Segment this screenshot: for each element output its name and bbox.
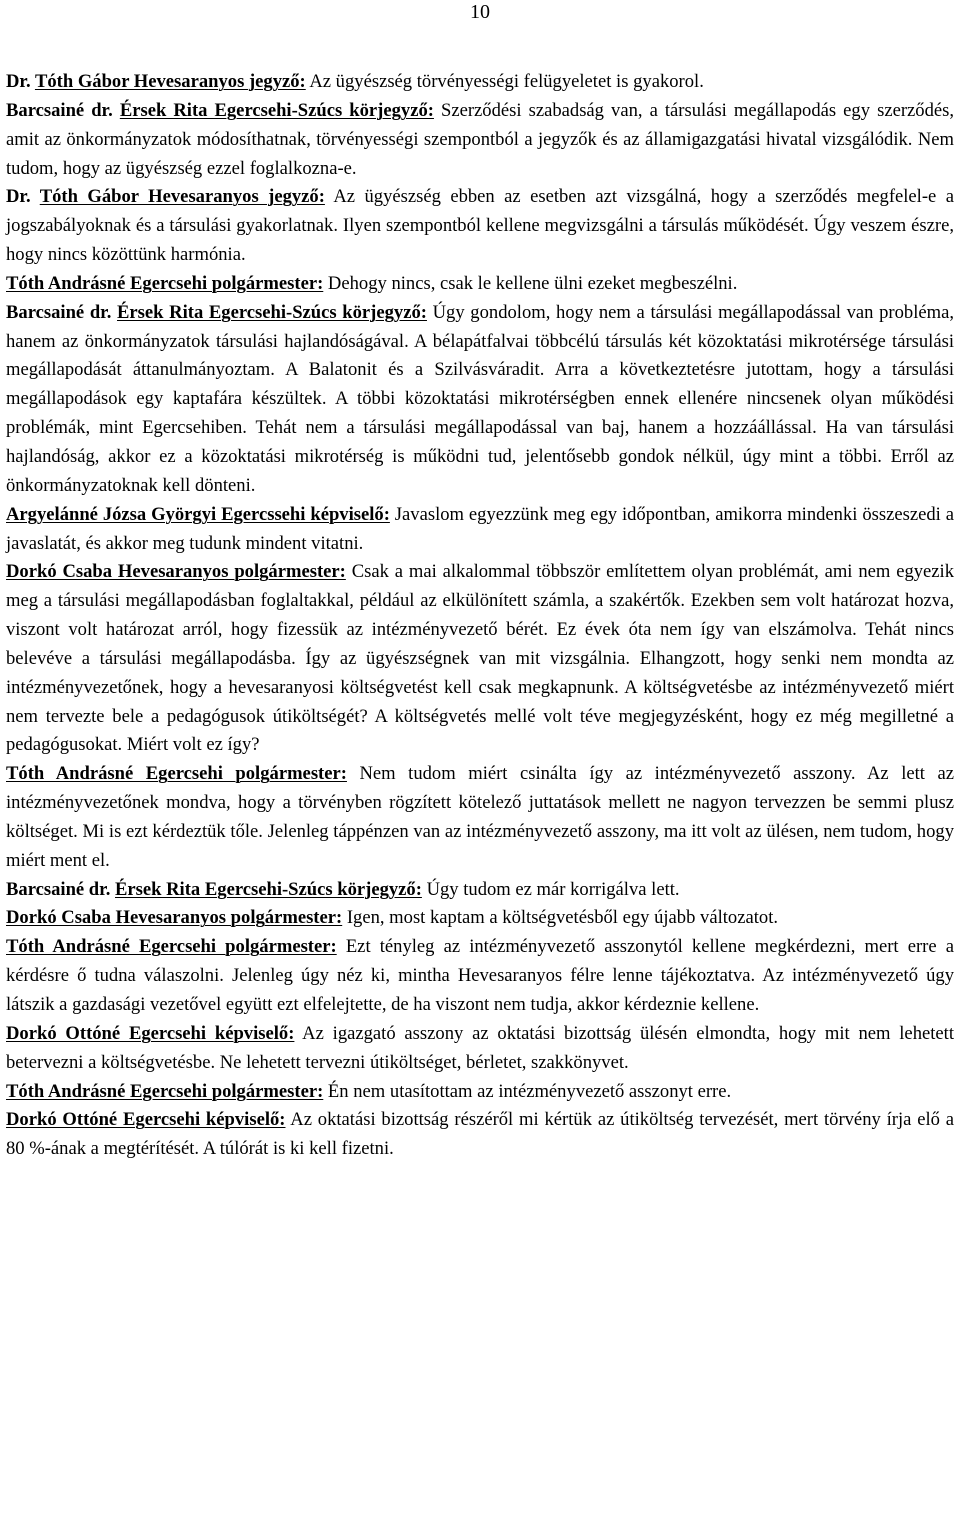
speech-text: Én nem utasítottam az intézményvezető asszonyt erre. <box>323 1080 732 1102</box>
speech-paragraph <box>6 876 954 905</box>
speaker-name: Dorkó Csaba Hevesaranyos polgármester: <box>6 561 346 583</box>
speaker-prefix: Dr. <box>6 186 40 208</box>
speaker-name: Tóth Andrásné Egercsehi polgármester: <box>6 936 337 958</box>
speaker-name: Tóth Andrásné Egercsehi polgármester: <box>6 272 324 294</box>
speaker-name: Érsek Rita Egercsehi-Szúcs körjegyző: <box>117 301 427 323</box>
speech-text: Az igazgató asszony az oktatási bizottság ülésén elmondta, hogy mit nem lehetett betervezni a költségvetésbe. Ne lehetett tervezni útiköltséget, bérletet, szakkönyvet. <box>6 1022 954 1073</box>
speech-text: Az ügyészség törvényességi felügyeletet is gyakorol. <box>305 71 704 92</box>
speech-paragraph <box>6 299 954 501</box>
speech-paragraph <box>6 1020 954 1078</box>
speaker-name: Dorkó Ottóné Egercsehi képviselő: <box>6 1109 286 1131</box>
speech-text: Úgy gondolom, hogy nem a társulási megállapodással van probléma, hanem az önkormányzatok társulási hajlandóságával. A bélapátfalvai többcélú társulás két közoktatási mikrotérsége társulási megállapodását áttanulmányoztam. A Balatonit és a Szilvásváradit. Arra a következtetésre jutottam, hogy a társulási megállapodások egy kaptafára készültek. A többi közoktatási mikrotérségben ennek ellenére nincsenek olyan működési problémák, mint Egercsehiben. Tehát nem a társulási megállapodással van baj, hanem a hozzáállással. Ha van társulási hajlandóság, akkor ez a közoktatási mikrotérség is működni tud, jelentősebb gondok nélkül, úgy mint a többi. Erről az önkormányzatoknak kell dönteni. <box>6 301 954 496</box>
minutes-body <box>6 68 954 1164</box>
speech-text: Javaslom egyezzünk meg egy időpontban, amikorra mindenki összeszedi a javaslatát, és akkor meg tudunk mindent vitatni. <box>6 503 954 554</box>
page-number: 10 <box>470 1 490 23</box>
speaker-name: Tóth Andrásné Egercsehi polgármester: <box>6 1080 324 1102</box>
speaker-name: Argyelánné Józsa Györgyi Egercssehi képviselő: <box>6 503 390 525</box>
speech-paragraph <box>6 933 954 1020</box>
speech-paragraph <box>6 904 954 933</box>
speaker-prefix: Barcsainé dr. <box>6 99 120 121</box>
speaker-name: Érsek Rita Egercsehi-Szúcs körjegyző: <box>119 99 434 121</box>
speech-text: Szerződési szabadság van, a társulási megállapodás egy szerződés, amit az önkormányzatok módosíthatnak, törvényességi szempontból a jegyzők és az államigazgatási hivatal vizsgálódik. Nem tudom, hogy az ügyészség ezzel foglalkozna-e. <box>6 99 954 179</box>
speech-text: Ezt tényleg az intézményvezető asszonytól kellene megkérdezni, mert erre a kérdésre ő tudna válaszolni. Jelenleg úgy néz ki, mintha Hevesaranyos félre lenne tájékoztatva. Az intézményvezető úgy látszik a gazdasági vezetővel együtt ezt elfelejtette, de ha viszont nem tudja, akkor kérdeznie kellene. <box>6 936 954 1015</box>
speaker-name: Dorkó Ottóné Egercsehi képviselő: <box>6 1022 295 1044</box>
speaker-name: Tóth Gábor Hevesaranyos jegyző: <box>39 186 325 208</box>
speech-paragraph <box>6 97 954 184</box>
speech-text: Csak a mai alkalommal többször említettem olyan problémát, ami nem egyezik meg a társulási megállapodásban foglaltakkal, például az elkülönített számla, a szakértők. Ezekben sem volt határozat hozva, viszont volt határozat arról, hogy fizessük az intézményvezető bérét. Ez évek óta nem így van elszámolva. Tehát nincs belevéve a társulási megállapodásba. Így az ügyészségnek van mit vizsgálnia. Elhangzott, hogy senki nem mondta az intézményvezetőnek, hogy a hevesaranyosi költségvetést kell csak megkapnunk. A költségvetésbe az intézményvezető miért nem tervezte bele a pedagógusok útiköltségét? A költségvetés mellé volt téve megjegyzésként, hogy ez még megilletné a pedagógusokat. Miért volt ez így? <box>6 561 955 756</box>
speaker-name: Érsek Rita Egercsehi-Szúcs körjegyző: <box>115 878 422 900</box>
speech-text: Dehogy nincs, csak le kellene ülni ezeket megbeszélni. <box>323 272 738 294</box>
speech-paragraph <box>6 760 954 875</box>
speech-paragraph <box>6 1078 954 1107</box>
speech-text: Nem tudom miért csinálta így az intézményvezető asszony. Az lett az intézményvezetőnek mondva, hogy a törvényben rögzített kötelező juttatások mellett ne nagyon tervezzen be semmi plusz költséget. Mi is ezt kérdeztük tőle. Jelenleg táppénzen van az intézményvezető asszony, ma itt volt az ülésen, nem tudom, hogy miért ment el. <box>6 763 954 871</box>
speech-paragraph <box>6 68 954 97</box>
speech-paragraph <box>6 183 954 270</box>
speech-text: Az oktatási bizottság részéről mi kértük az útiköltség tervezését, mert törvény írja elő a 80 %-ának a megtérítését. A túlórát is ki kell fizetni. <box>6 1109 954 1160</box>
speaker-name: Tóth Gábor Hevesaranyos jegyző: <box>34 71 306 92</box>
speaker-name: Dorkó Csaba Hevesaranyos polgármester: <box>6 907 343 929</box>
speaker-name: Tóth Andrásné Egercsehi polgármester: <box>6 763 347 785</box>
speaker-prefix: Barcsainé dr. <box>6 878 115 900</box>
speech-paragraph <box>6 501 954 559</box>
speech-paragraph <box>6 1106 954 1164</box>
speech-paragraph <box>6 270 954 299</box>
speech-paragraph <box>6 558 954 760</box>
speech-text: Igen, most kaptam a költségvetésből egy újabb változatot. <box>342 907 779 929</box>
speech-text: Az ügyészség ebben az esetben azt vizsgálná, hogy a szerződés megfelel-e a jogszabályoknak és a társulási gyakorlatnak. Ilyen szempontból kellene megvizsgálni a társulás működését. Úgy veszem észre, hogy nincs közöttünk harmónia. <box>6 186 954 266</box>
speech-text: Úgy tudom ez már korrigálva lett. <box>421 878 680 900</box>
speaker-prefix: Barcsainé dr. <box>6 301 118 323</box>
speaker-prefix: Dr. <box>6 71 35 92</box>
